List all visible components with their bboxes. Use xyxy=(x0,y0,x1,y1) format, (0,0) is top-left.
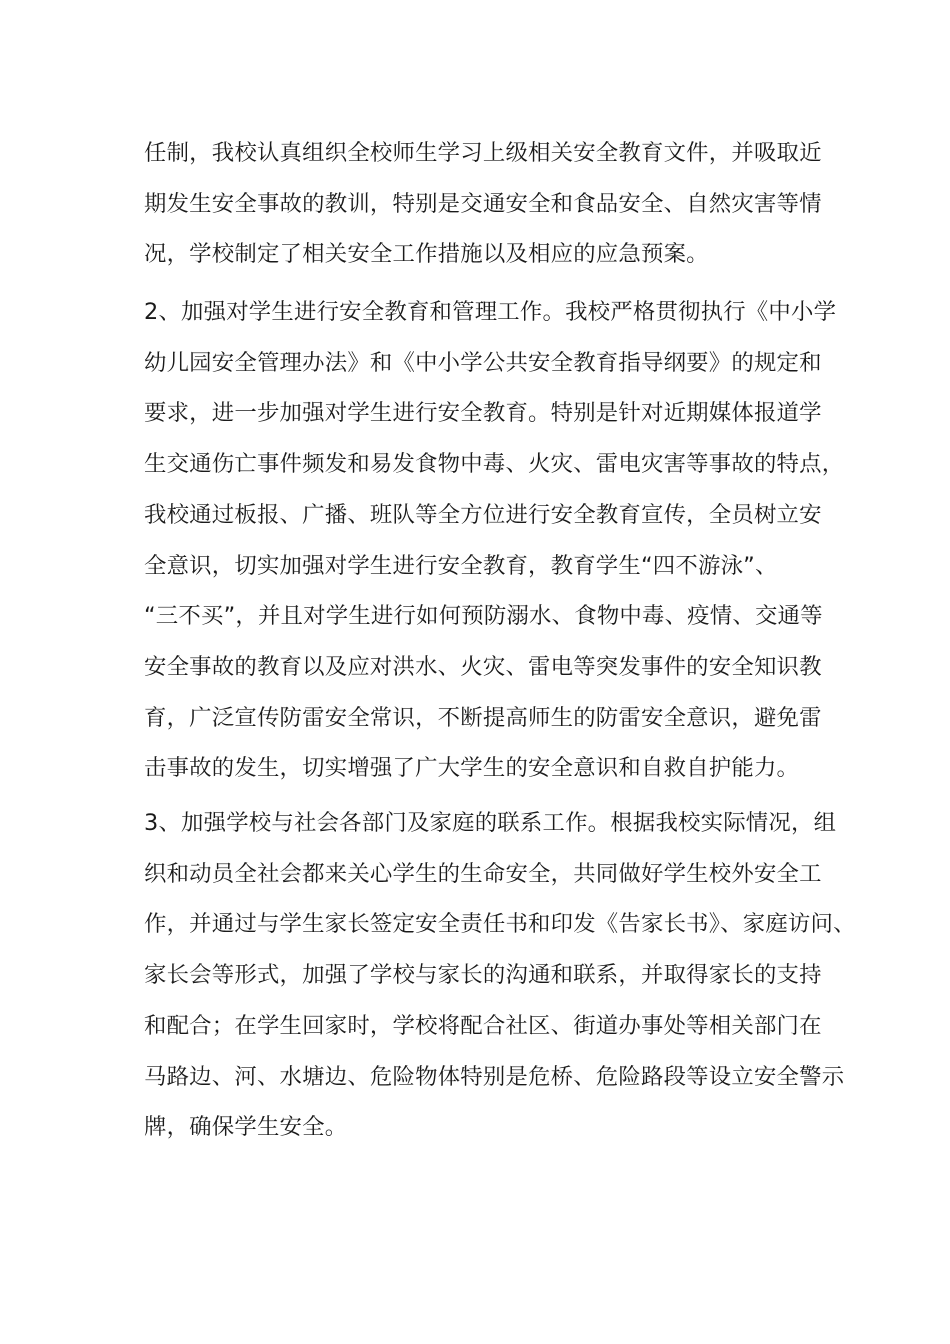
text-line: 家长会等形式，加强了学校与家长的沟通和联系，并取得家长的支持 xyxy=(144,962,822,989)
text-line: 牌，确保学生安全。 xyxy=(144,1114,348,1141)
text-line: “三不买”，并且对学生进行如何预防溺水、食物中毒、疫情、交通等 xyxy=(144,603,823,630)
paragraph-3 xyxy=(144,798,856,1153)
text-line: 全意识，切实加强对学生进行安全教育，教育学生“四不游泳”、 xyxy=(144,552,778,579)
text-line: 作，并通过与学生家长签定安全责任书和印发《告家长书》、家庭访问、 xyxy=(144,911,856,938)
text-line: 马路边、河、水塘边、危险物体特别是危桥、危险路段等设立安全警示 xyxy=(144,1063,845,1090)
text-line: 期发生安全事故的教训，特别是交通安全和食品安全、自然灾害等情 xyxy=(144,190,822,217)
paragraph-2 xyxy=(144,287,845,794)
text-line: 育，广泛宣传防雷安全常识，不断提高师生的防雷安全意识，避免雷 xyxy=(144,704,822,731)
text-line: 生交通伤亡事件频发和易发食物中毒、火灾、雷电灾害等事故的特点， xyxy=(144,451,845,478)
text-line: 我校通过板报、广播、班队等全方位进行安全教育宣传，全员树立安 xyxy=(144,501,822,528)
text-line: 3、加强学校与社会各部门及家庭的联系工作。根据我校实际情况，组 xyxy=(144,810,837,836)
text-line: 要求，进一步加强对学生进行安全教育。特别是针对近期媒体报道学 xyxy=(144,400,822,427)
text-line: 击事故的发生，切实增强了广大学生的安全意识和自救自护能力。 xyxy=(144,755,800,782)
text-line: 2、加强对学生进行安全教育和管理工作。我校严格贯彻执行《中小学 xyxy=(144,299,837,325)
text-line: 安全事故的教育以及应对洪水、火灾、雷电等突发事件的安全知识教 xyxy=(144,653,822,680)
text-line: 况，学校制定了相关安全工作措施以及相应的应急预案。 xyxy=(144,241,709,268)
text-line: 和配合；在学生回家时，学校将配合社区、街道办事处等相关部门在 xyxy=(144,1012,822,1039)
text-line: 幼儿园安全管理办法》和《中小学公共安全教育指导纲要》的规定和 xyxy=(144,349,822,376)
text-line: 织和动员全社会都来关心学生的生命安全，共同做好学生校外安全工 xyxy=(144,860,822,887)
text-line: 任制，我校认真组织全校师生学习上级相关安全教育文件，并吸取近 xyxy=(144,140,822,166)
paragraph-1 xyxy=(144,128,824,280)
